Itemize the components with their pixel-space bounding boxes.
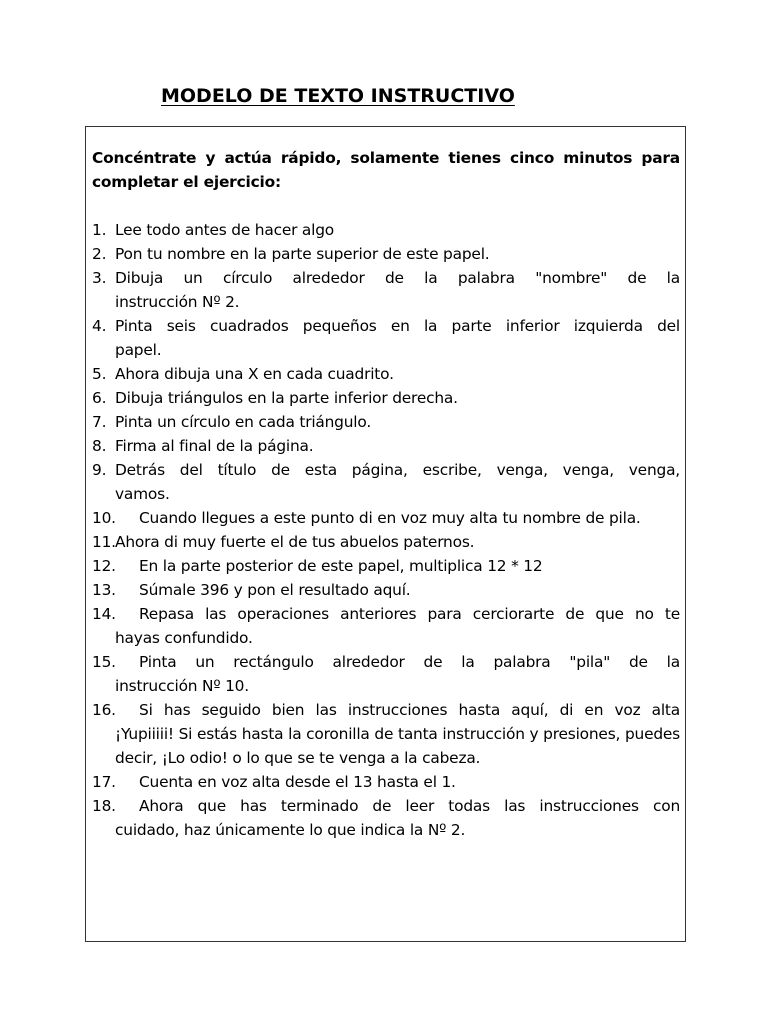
instruction-line: Cuenta en voz alta desde el 13 hasta el 1.	[139, 773, 456, 791]
instruction-line: instrucción Nº 2.	[115, 293, 240, 311]
instruction-text	[139, 794, 680, 818]
instruction-continuation	[92, 626, 680, 650]
instruction-line: Pinta seis cuadrados pequeños en la parte inferior izquierda del	[115, 317, 680, 335]
instruction-item	[92, 362, 680, 386]
instruction-number: 7.	[92, 413, 107, 431]
instruction-text	[115, 386, 680, 410]
instruction-item	[92, 554, 680, 578]
instruction-number: 13.	[92, 581, 116, 599]
instruction-text	[139, 506, 680, 530]
instruction-text	[139, 770, 680, 794]
instruction-number: 3.	[92, 269, 107, 287]
instruction-item	[92, 506, 680, 530]
intro-text: Concéntrate y actúa rápido, solamente tienes cinco minutos para completar el ejercicio:	[92, 149, 680, 191]
instruction-line: Detrás del título de esta página, escribe, venga, venga, venga,	[115, 461, 680, 479]
instruction-number: 9.	[92, 461, 107, 479]
instruction-continuation	[92, 290, 680, 314]
instruction-number: 12.	[92, 557, 116, 575]
instruction-item	[92, 458, 680, 482]
page-title: MODELO DE TEXTO INSTRUCTIVO	[161, 85, 515, 107]
instruction-item	[92, 386, 680, 410]
instruction-number: 5.	[92, 365, 107, 383]
instruction-line: Firma al final de la página.	[115, 437, 314, 455]
instruction-continuation	[92, 338, 680, 362]
instruction-text	[115, 362, 680, 386]
instruction-line: cuidado, haz únicamente lo que indica la Nº 2.	[115, 821, 466, 839]
instruction-item	[92, 218, 680, 242]
instruction-line: Lee todo antes de hacer algo	[115, 221, 335, 239]
instructions-content	[92, 146, 680, 842]
instruction-number: 17.	[92, 773, 116, 791]
instruction-text	[139, 578, 680, 602]
instruction-text	[139, 650, 680, 674]
instruction-item	[92, 794, 680, 818]
instruction-list	[92, 218, 680, 842]
instruction-line: Repasa las operaciones anteriores para cerciorarte de que no te	[139, 605, 680, 623]
instruction-number: 8.	[92, 437, 107, 455]
instruction-text	[139, 554, 680, 578]
instruction-number: 2.	[92, 245, 107, 263]
instruction-text	[115, 218, 680, 242]
instruction-line: Ahora que has terminado de leer todas las instrucciones con	[139, 797, 680, 815]
instruction-line: Pinta un círculo en cada triángulo.	[115, 413, 372, 431]
instruction-item	[92, 242, 680, 266]
instruction-line: Cuando llegues a este punto di en voz muy alta tu nombre de pila.	[139, 509, 641, 527]
instruction-number: 10.	[92, 509, 116, 527]
instruction-line: Súmale 396 y pon el resultado aquí.	[139, 581, 411, 599]
instruction-line: Ahora di muy fuerte el de tus abuelos paternos.	[115, 533, 475, 551]
instruction-text	[115, 266, 680, 290]
instruction-line: ¡Yupiiiii! Si estás hasta la coronilla de tanta instrucción y presiones, puedes decir, ¡Lo odio! o lo que se te venga a la cabeza.	[115, 725, 680, 767]
instruction-text	[115, 314, 680, 338]
instruction-item	[92, 266, 680, 290]
instruction-line: Pinta un rectángulo alrededor de la palabra "pila" de la	[139, 653, 680, 671]
instruction-item	[92, 410, 680, 434]
instruction-number: 16.	[92, 701, 116, 719]
instruction-item	[92, 770, 680, 794]
instruction-number: 4.	[92, 317, 107, 335]
instruction-text	[139, 698, 680, 722]
instruction-item	[92, 314, 680, 338]
instruction-item	[92, 602, 680, 626]
instruction-item	[92, 530, 680, 554]
instruction-number: 14.	[92, 605, 116, 623]
instruction-item	[92, 650, 680, 674]
instruction-text	[115, 530, 680, 554]
instruction-number: 6.	[92, 389, 107, 407]
instruction-line: Ahora dibuja una X en cada cuadrito.	[115, 365, 394, 383]
instruction-continuation	[92, 722, 680, 770]
instruction-line: instrucción Nº 10.	[115, 677, 249, 695]
instruction-continuation	[92, 482, 680, 506]
instruction-line: hayas confundido.	[115, 629, 253, 647]
instruction-text	[139, 602, 680, 626]
instruction-line: Si has seguido bien las instrucciones hasta aquí, di en voz alta	[139, 701, 680, 719]
instruction-line: Dibuja triángulos en la parte inferior derecha.	[115, 389, 458, 407]
instruction-line: Dibuja un círculo alrededor de la palabra "nombre" de la	[115, 269, 680, 287]
instruction-number: 15.	[92, 653, 116, 671]
instruction-item	[92, 698, 680, 722]
instruction-number: 11.	[92, 533, 116, 551]
instruction-text	[115, 458, 680, 482]
instruction-continuation	[92, 818, 680, 842]
instruction-number: 1.	[92, 221, 107, 239]
instruction-line: vamos.	[115, 485, 170, 503]
instruction-continuation	[92, 674, 680, 698]
instruction-number: 18.	[92, 797, 116, 815]
instruction-text	[115, 242, 680, 266]
instruction-item	[92, 434, 680, 458]
instruction-item	[92, 578, 680, 602]
instruction-text	[115, 434, 680, 458]
instruction-line: En la parte posterior de este papel, multiplica 12 * 12	[139, 557, 543, 575]
instruction-line: Pon tu nombre en la parte superior de este papel.	[115, 245, 490, 263]
instruction-text	[115, 410, 680, 434]
instruction-line: papel.	[115, 341, 162, 359]
